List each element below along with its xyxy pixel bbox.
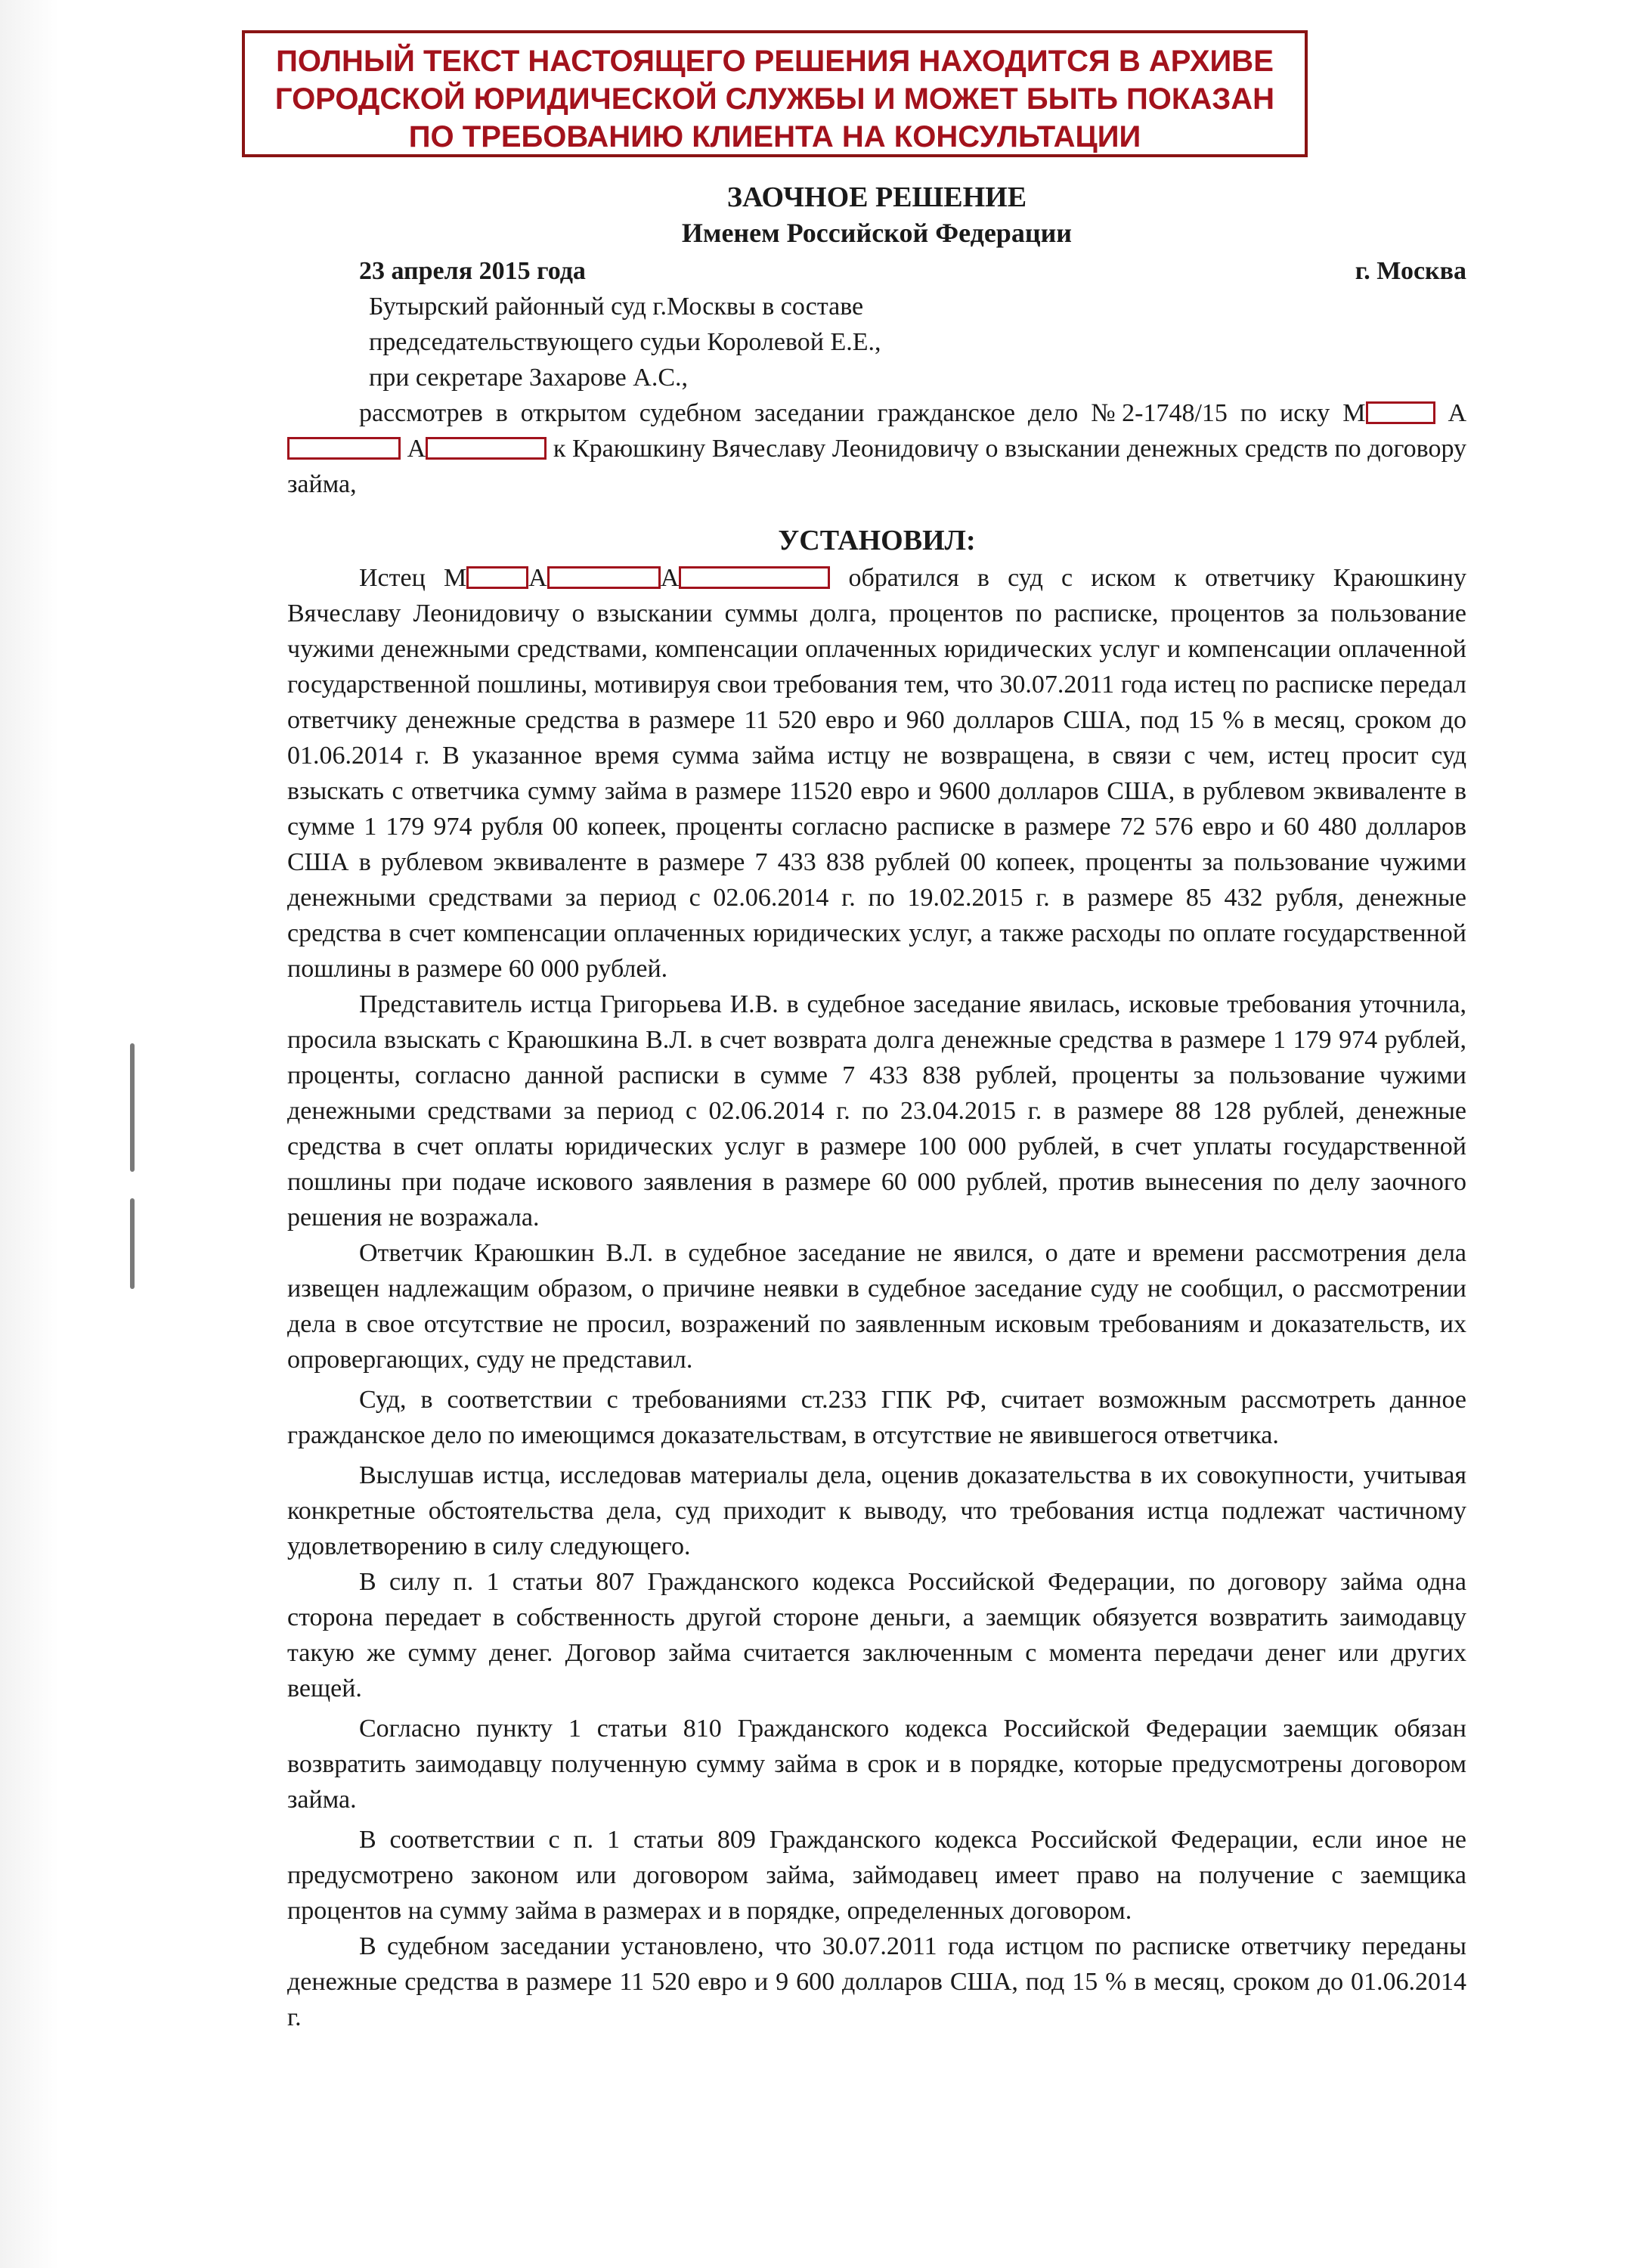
redaction-box xyxy=(1366,401,1435,424)
para1-text-d: обратился в суд с иском к ответчику Краюшкину Вячеславу Леонидовичу о взыскании суммы долга, процентов по расписке, процентов за пользование чужими денежными средствами, компенсации оплаченных юридических услуг и компенсации оплаченной государственной пошлины, мотивируя свои требования тем, что 30.07.2011 года истец по расписке передал ответчику денежные средства в размере 11 520 евро и 960 долларов США, под 15 % в месяц, сроком до 01.06.2014 г. В указанное время сумма займа истцу не возвращена, в связи с чем, истец просит суд взыскать с ответчика сумму займа в размере 11520 евро и 9600 долларов США, в рублевом эквиваленте в сумме 1 179 974 рубля 00 копеек, проценты согласно расписке в размере 72 576 евро и 60 480 долларов США в рублевом эквиваленте в размере 7 433 838 рублей 00 копеек, проценты за пользование чужими денежными средствами за период с 02.06.2014 г. по 19.02.2015 г. в размере 85 432 рубля, денежные средства в счет компенсации оплаченных юридических услуг, а также расходы по оплате государственной пошлины в размере 60 000 рублей. xyxy=(287,564,1466,983)
redaction-box xyxy=(547,566,661,589)
court-composition-2: председательствующего судьи Королевой Е.Е., xyxy=(369,328,881,356)
paragraph-7: Согласно пункту 1 статьи 810 Гражданского кодекса Российской Федерации заемщик обязан возвратить заимодавцу полученную сумму займа в срок и в порядке, которые предусмотрены договором займа. xyxy=(287,1715,1466,1814)
decision-date: 23 апреля 2015 года xyxy=(359,257,586,285)
paragraph-4: Суд, в соответствии с требованиями ст.233 ГПК РФ, считает возможным рассмотреть данное гражданское дело по имеющимся доказательствам, в отсутствие не явившегося ответчика. xyxy=(287,1386,1466,1449)
paragraph-6: В силу п. 1 статьи 807 Гражданского кодекса Российской Федерации, по договору займа одна сторона передает в собственность другой стороне деньги, а заемщик обязуется возвратить заимодавцу такую же сумму денег. Договор займа считается заключенным с момента передачи денег или других вещей. xyxy=(287,1568,1466,1703)
paragraph-1 xyxy=(287,560,1466,987)
case-text-3: А xyxy=(401,435,426,463)
para1-text-c: А xyxy=(660,564,680,592)
redaction-box xyxy=(466,566,528,589)
paragraph-2: Представитель истца Григорьева И.В. в судебное заседание явилась, исковые требования уточнила, просила взыскать с Краюшкина В.Л. в счет возврата долга денежные средства в размере 1 179 974 рублей, проценты, согласно данной расписки в сумме 7 433 838 рублей, проценты за пользование чужими денежными средствами за период с 02.06.2014 г. по 23.04.2015 г. в размере 88 128 рублей, денежные средства в счет оплаты юридических услуг в размере 100 000 рублей, в счет уплаты государственной пошлины при подаче искового заявления в размере 60 000 рублей, против вынесения по делу заочного решения не возражала. xyxy=(287,990,1466,1232)
paragraph-5: Выслушав истца, исследовав материалы дела, оценив доказательства в их совокупности, учитывая конкретные обстоятельства дела, суд приходит к выводу, что требования истца подлежат частичному удовлетворению в силу следующего. xyxy=(287,1461,1466,1560)
scan-edge xyxy=(0,0,59,2268)
staple-mark xyxy=(130,1198,135,1289)
banner-line-2: ГОРОДСКОЙ ЮРИДИЧЕСКОЙ СЛУЖБЫ И МОЖЕТ БЫТЬ ПОКАЗАН xyxy=(274,82,1275,116)
case-description xyxy=(287,395,1466,502)
date-city-line xyxy=(287,253,1466,289)
court-composition-1: Бутырский районный суд г.Москвы в составе xyxy=(369,293,864,321)
paragraph-9: В судебном заседании установлено, что 30.07.2011 года истцом по расписке ответчику переданы денежные средства в размере 11 520 евро и 9 600 долларов США, под 15 % в месяц, сроком до 01.06.2014 г. xyxy=(287,1932,1466,2031)
document-subtitle: Именем Российской Федерации xyxy=(681,218,1073,248)
case-text-1: рассмотрев в открытом судебном заседании гражданское дело №2-1748/15 по иску М xyxy=(359,399,1366,427)
para1-text-a: Истец М xyxy=(359,564,467,592)
paragraph-3: Ответчик Краюшкин В.Л. в судебное заседание не явился, о дате и времени рассмотрения дела извещен надлежащим образом, о причине неявки в судебное заседание суду не сообщил, о рассмотрении дела в свое отсутствие не просил, возражений по заявленным исковым требованиям и доказательств, их опровергающих, суду не представил. xyxy=(287,1239,1466,1374)
court-decision xyxy=(287,170,1466,2035)
document-title: ЗАОЧНОЕ РЕШЕНИЕ xyxy=(726,181,1027,213)
redaction-box xyxy=(679,566,830,589)
archive-notice-banner xyxy=(242,30,1308,157)
paragraph-8: В соответствии с п. 1 статьи 809 Гражданского кодекса Российской Федерации, если иное не предусмотрено законом или договором займа, займодавец имеет право на получение с заемщика процентов на сумму займа в размерах и в порядке, определенных договором. xyxy=(287,1826,1466,1925)
redaction-box xyxy=(287,437,401,460)
banner-line-1: ПОЛНЫЙ ТЕКСТ НАСТОЯЩЕГО РЕШЕНИЯ НАХОДИТСЯ В АРХИВЕ xyxy=(276,45,1274,78)
para1-text-b: А xyxy=(528,564,547,592)
court-composition-3: при секретаре Захарове А.С., xyxy=(369,364,688,392)
decision-city: г. Москва xyxy=(1355,257,1466,285)
case-text-4: к Краюшкину Вячеславу Леонидовичу о взыскании денежных средств по договору займа, xyxy=(287,435,1467,498)
established-heading: УСТАНОВИЛ: xyxy=(778,525,976,556)
redaction-box xyxy=(426,437,547,460)
staple-mark xyxy=(130,1043,135,1172)
banner-line-3: ПО ТРЕБОВАНИЮ КЛИЕНТА НА КОНСУЛЬТАЦИИ xyxy=(408,120,1141,153)
case-text-2: А xyxy=(1435,399,1467,427)
